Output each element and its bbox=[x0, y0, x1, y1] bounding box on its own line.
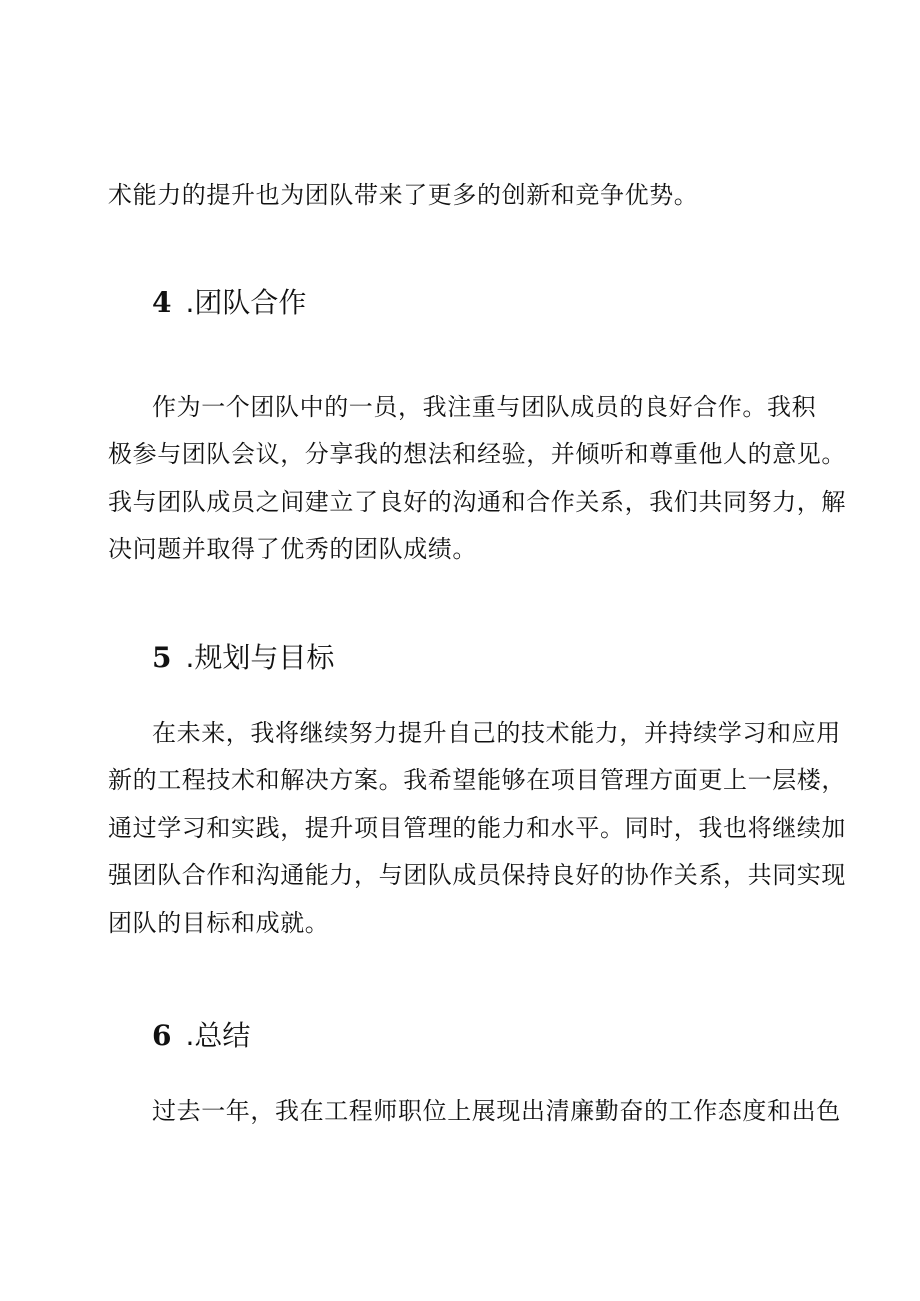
paragraph-line: 团队的目标和成就。 bbox=[108, 909, 330, 937]
section-title: .规划与目标 bbox=[185, 641, 335, 674]
paragraph-line: 过去一年，我在工程师职位上展现出清廉勤奋的工作态度和出色 bbox=[152, 1097, 841, 1125]
paragraph-line: 作为一个团队中的一员，我注重与团队成员的良好合作。我积 bbox=[152, 393, 817, 421]
section-heading-6 bbox=[152, 1014, 250, 1058]
section-number: 5 bbox=[152, 641, 172, 674]
paragraph-line: 通过学习和实践，提升项目管理的能力和水平。同时，我也将继续加 bbox=[108, 814, 846, 842]
section-number: 6 bbox=[152, 1019, 172, 1052]
paragraph-line: 极参与团队会议，分享我的想法和经验，并倾听和尊重他人的意见。 bbox=[108, 440, 846, 468]
section-title: .团队合作 bbox=[185, 286, 307, 319]
paragraph-line: 强团队合作和沟通能力，与团队成员保持良好的协作关系，共同实现 bbox=[108, 861, 846, 889]
section-heading-4 bbox=[152, 281, 306, 325]
intro-line: 术能力的提升也为团队带来了更多的创新和竞争优势。 bbox=[108, 181, 699, 209]
paragraph-line: 我与团队成员之间建立了良好的沟通和合作关系，我们共同努力，解 bbox=[108, 488, 846, 516]
paragraph-line: 决问题并取得了优秀的团队成绩。 bbox=[108, 535, 477, 563]
section-number: 4 bbox=[152, 286, 172, 319]
section-heading-5 bbox=[152, 636, 334, 680]
paragraph-line: 新的工程技术和解决方案。我希望能够在项目管理方面更上一层楼， bbox=[108, 766, 846, 794]
section-title: .总结 bbox=[185, 1019, 251, 1052]
paragraph-line: 在未来，我将继续努力提升自己的技术能力，并持续学习和应用 bbox=[152, 719, 841, 747]
